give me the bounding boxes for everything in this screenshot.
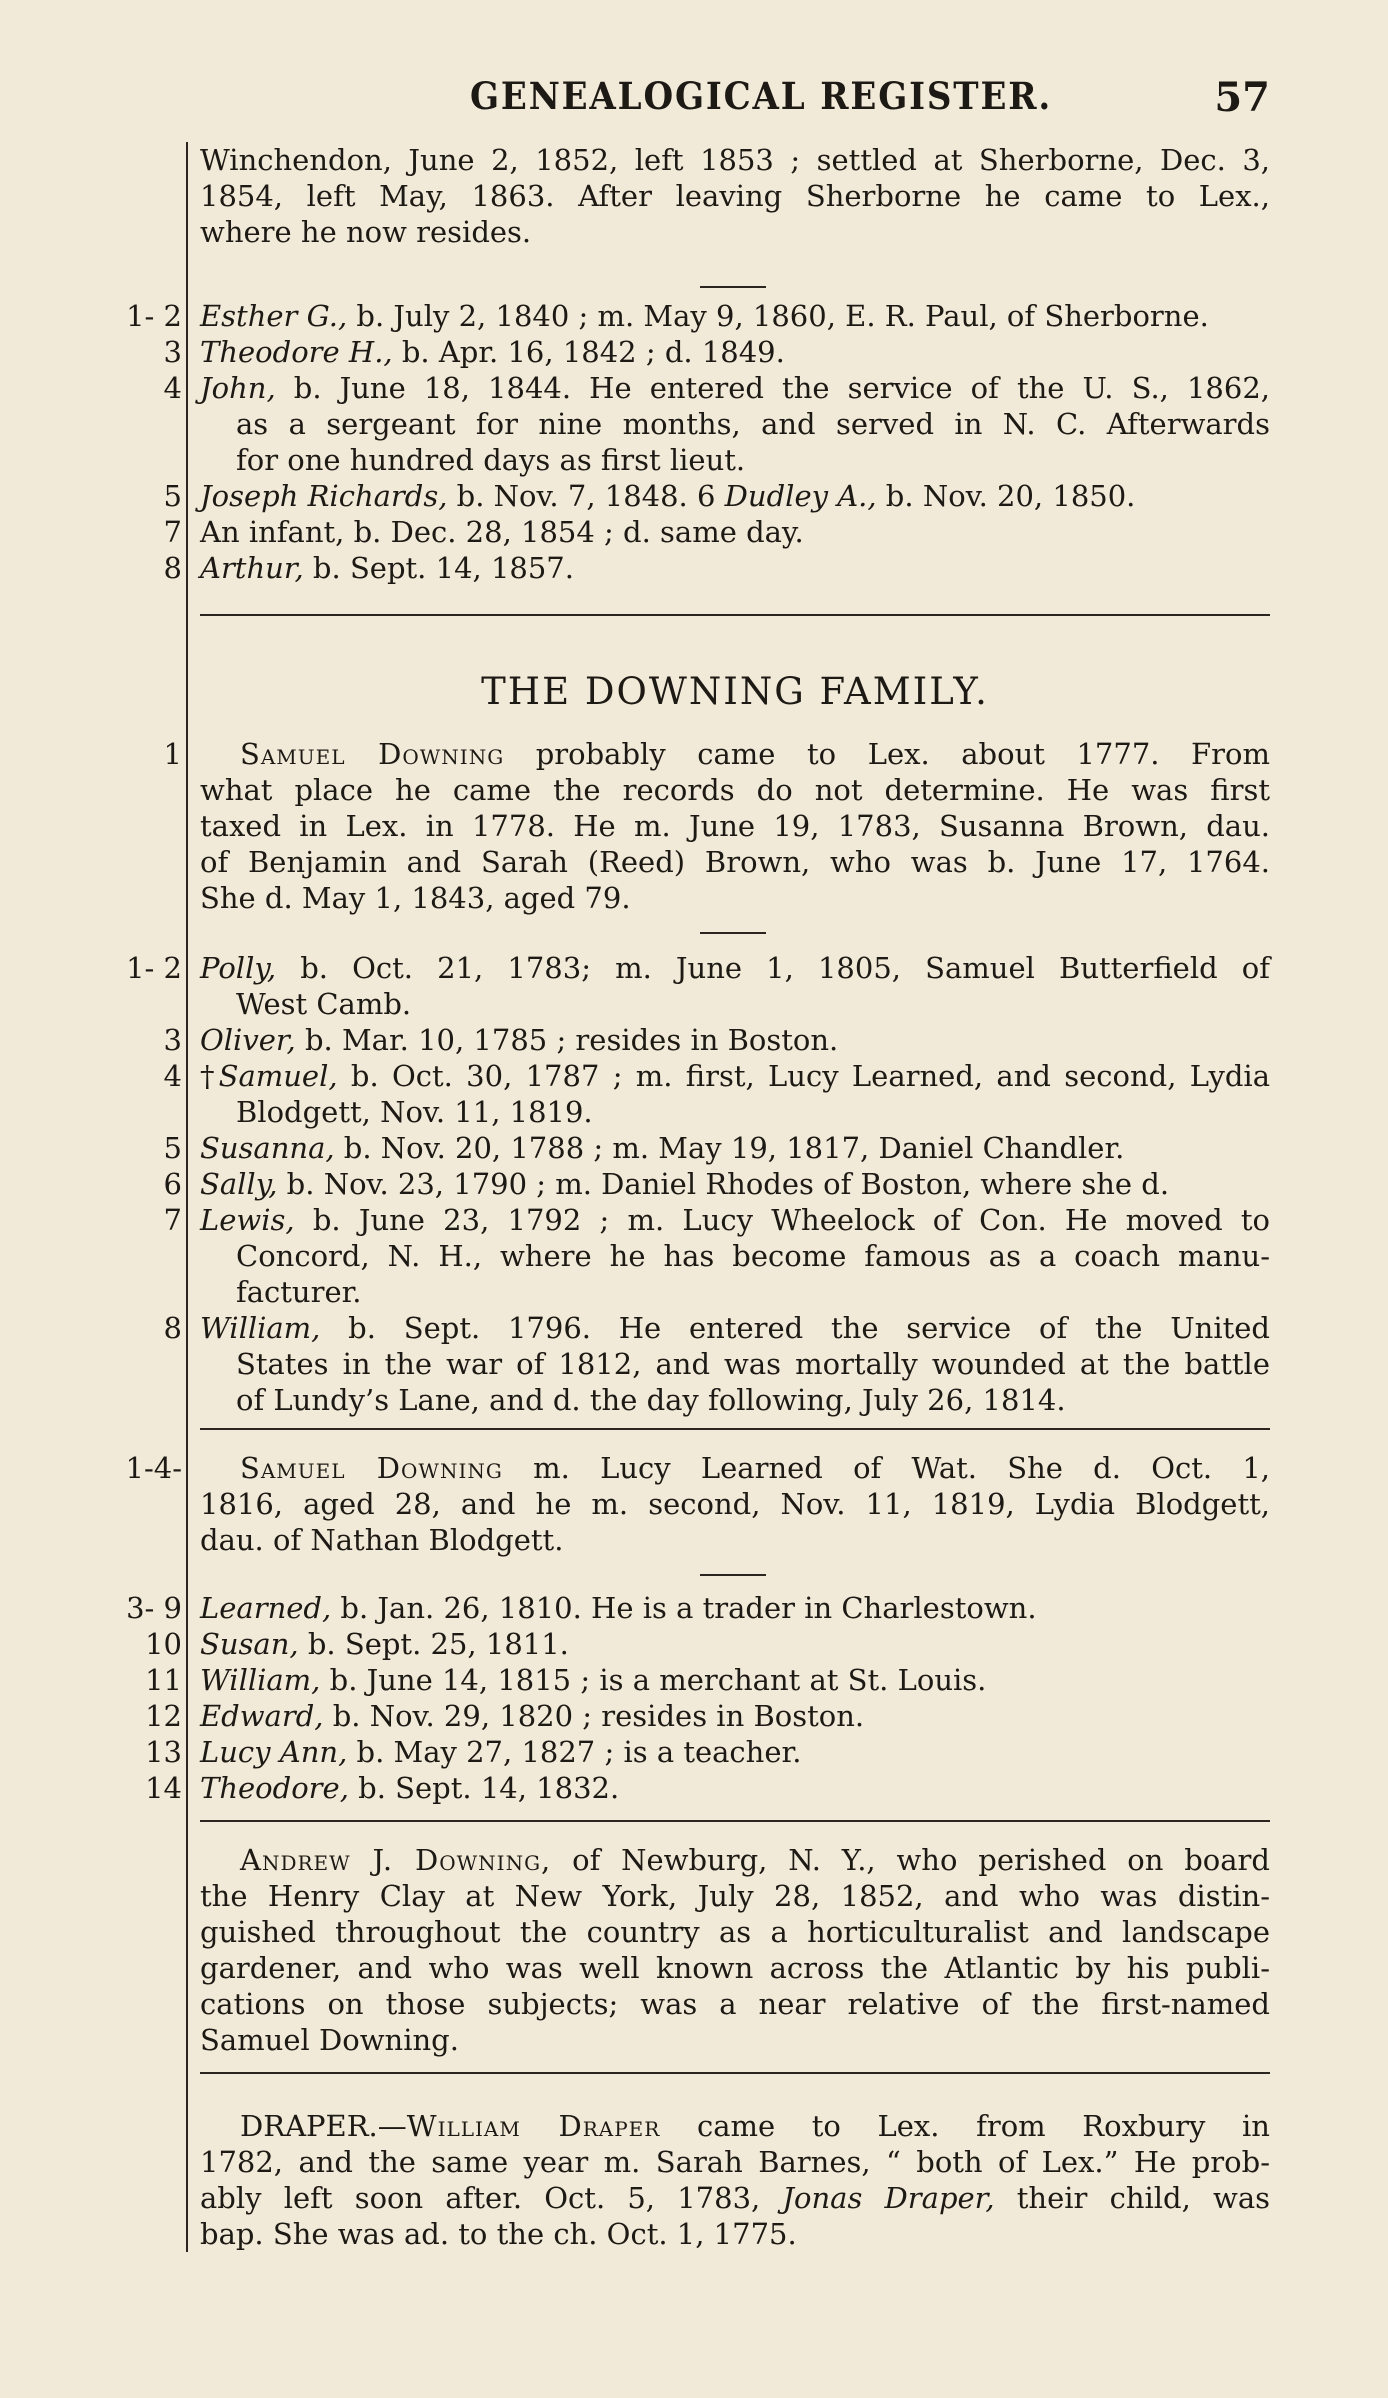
entry-text: b. June 18, 1844. He entered the service of the U. S., 1862, (275, 371, 1270, 405)
person-name: Lewis, (200, 1203, 295, 1237)
entry-text: b. Apr. 16, 1842 ; d. 1849. (392, 335, 785, 369)
entry-text: b. Oct. 30, 1787 ; m. first, Lucy Learned, and second, Lydia (337, 1059, 1270, 1093)
entry-text: b. May 27, 1827 ; is a teacher. (347, 1735, 802, 1769)
entry-text: b. June 14, 1815 ; is a merchant at St. Louis. (320, 1663, 987, 1697)
entry-learned (200, 1590, 1270, 1626)
entry-text: b. Nov. 20, 1850. (876, 479, 1136, 513)
person-name: Susan, (200, 1627, 299, 1661)
text-line: gardener, and who was well known across the Atlantic by his publi- (200, 1951, 1270, 1985)
entry-lewis (200, 1202, 1270, 1238)
text-line: She d. May 1, 1843, aged 79. (200, 881, 631, 915)
entry-text: b. Sept. 14, 1857. (303, 551, 574, 585)
entry-text: b. Oct. 21, 1783; m. June 1, 1805, Samuel Butterfield of (276, 951, 1270, 985)
entry-theodore-2 (200, 1770, 1270, 1806)
text-line (240, 2108, 1270, 2144)
text-line: West Camb. (236, 987, 412, 1021)
entry-text: b. July 2, 1840 ; m. May 9, 1860, E. R. Paul, of Sherborne. (347, 299, 1209, 333)
entry-text: b. Sept. 25, 1811. (298, 1627, 569, 1661)
entry-samuel (200, 1058, 1270, 1094)
running-title: GENEALOGICAL REGISTER. (470, 74, 1053, 118)
entry-text: probably came to Lex. about 1777. From (504, 737, 1270, 771)
text-line: of Lundy’s Lane, and d. the day following, July 26, 1814. (236, 1383, 1066, 1417)
section-divider (700, 932, 766, 934)
text-line: for one hundred days as first lieut. (236, 443, 746, 477)
entry-susan (200, 1626, 1270, 1662)
text-line: as a sergeant for nine months, and served in N. C. Afterwards (236, 407, 1270, 441)
text-line (240, 1842, 1270, 1878)
section-rule (200, 1820, 1270, 1822)
genealogy-number: 6 (163, 1167, 182, 1201)
entry-text: b. Sept. 1796. He entered the service of the United (320, 1311, 1270, 1345)
person-name: Edward, (200, 1699, 324, 1733)
entry-theodore (200, 334, 1270, 370)
section-divider (700, 286, 766, 288)
text-line: what place he came the records do not determine. He was first (200, 773, 1270, 807)
person-name: Theodore H., (200, 335, 393, 369)
genealogy-number: 12 (145, 1699, 182, 1733)
entry-edward (200, 1698, 1270, 1734)
entry-text: b. June 23, 1792 ; m. Lucy Wheelock of Con. He moved to (294, 1203, 1270, 1237)
text-line: 1854, left May, 1863. After leaving Sherborne he came to Lex., (200, 179, 1270, 213)
person-name: Andrew J. Downing, (240, 1843, 552, 1877)
genealogy-number: 5 (163, 1131, 182, 1165)
entry-text: b. Mar. 10, 1785 ; resides in Boston. (295, 1023, 839, 1057)
person-name: William, (200, 1311, 321, 1345)
person-name: Esther G., (200, 299, 348, 333)
entry-esther (200, 298, 1270, 334)
genealogy-number: 7 (163, 1203, 182, 1237)
text-line: bap. She was ad. to the ch. Oct. 1, 1775. (200, 2217, 797, 2251)
entry-susanna (200, 1130, 1270, 1166)
genealogy-number: 4 (163, 371, 182, 405)
entry-text: b. Nov. 23, 1790 ; m. Daniel Rhodes of Boston, where she d. (277, 1167, 1170, 1201)
text-line: facturer. (236, 1275, 362, 1309)
entry-text: b. Jan. 26, 1810. He is a trader in Charlestown. (331, 1591, 1037, 1625)
person-name: Samuel, (218, 1059, 338, 1093)
person-name: Samuel Downing (240, 1451, 503, 1485)
person-name: Samuel Downing (240, 737, 505, 771)
person-name: John, (200, 371, 276, 405)
entry-infant: An infant, b. Dec. 28, 1854 ; d. same day. (200, 515, 804, 549)
genealogy-number: 8 (163, 1311, 182, 1345)
entry-text: b. Nov. 29, 1820 ; resides in Boston. (323, 1699, 865, 1733)
entry-text: b. Nov. 20, 1788 ; m. May 19, 1817, Daniel Chandler. (334, 1131, 1125, 1165)
genealogy-number: 3 (163, 1023, 182, 1057)
text-line (200, 2180, 1270, 2216)
text-line: States in the war of 1812, and was mortally wounded at the battle (236, 1347, 1270, 1381)
person-name: Polly, (200, 951, 277, 985)
person-name: William, (200, 1663, 321, 1697)
text-line: dau. of Nathan Blodgett. (200, 1523, 564, 1557)
person-name: Sally, (200, 1167, 278, 1201)
entry-john (200, 370, 1270, 406)
text-line: taxed in Lex. in 1778. He m. June 19, 1783, Susanna Brown, dau. (200, 809, 1270, 843)
entry-text: b. Nov. 7, 1848. 6 (447, 479, 725, 513)
person-name: Joseph Richards, (200, 479, 448, 513)
entry-william-2 (200, 1662, 1270, 1698)
entry-text: of Newburg, N. Y., who perished on board (551, 1843, 1270, 1877)
entry-text: m. Lucy Learned of Wat. She d. Oct. 1, (502, 1451, 1271, 1485)
text-line: 1782, and the same year m. Sarah Barnes, “ both of Lex.” He prob- (200, 2145, 1270, 2179)
entry-text: came to Lex. from Roxbury in (660, 2109, 1270, 2143)
person-name: Learned, (200, 1591, 332, 1625)
text-line: cations on those subjects; was a near relative of the first-named (200, 1987, 1270, 2021)
entry-lucy-ann (200, 1734, 1270, 1770)
genealogy-number: 7 (163, 515, 182, 549)
text-line: guished throughout the country as a horticulturalist and landscape (200, 1915, 1270, 1949)
person-name: Arthur, (200, 551, 304, 585)
margin-rule (186, 142, 188, 2252)
entry-text: ably left soon after. Oct. 5, 1783, (200, 2181, 783, 2215)
text-line: Concord, N. H., where he has become famous as a coach manu- (236, 1239, 1270, 1273)
text-line: of Benjamin and Sarah (Reed) Brown, who was b. June 17, 1764. (200, 845, 1270, 879)
person-name: Lucy Ann, (200, 1735, 348, 1769)
genealogy-number: 1- 2 (126, 299, 182, 333)
text-line (240, 1450, 1270, 1486)
genealogy-number: 11 (145, 1663, 182, 1697)
section-divider (700, 1574, 766, 1576)
genealogy-number: 3- 9 (126, 1591, 182, 1625)
text-line: the Henry Clay at New York, July 28, 1852, and who was distin- (200, 1879, 1270, 1913)
person-name: William Draper (406, 2109, 661, 2143)
entry-arthur (200, 550, 1270, 586)
genealogy-number: 10 (145, 1627, 182, 1661)
genealogy-number: 1 (163, 737, 182, 771)
person-name: Oliver, (200, 1023, 296, 1057)
section-rule (200, 614, 1270, 616)
text-line (240, 736, 1270, 772)
person-name: Dudley A., (724, 479, 877, 513)
genealogy-number: 4 (163, 1059, 182, 1093)
genealogy-number: 3 (163, 335, 182, 369)
text-line: Samuel Downing. (200, 2023, 459, 2057)
text-line: Winchendon, June 2, 1852, left 1853 ; settled at Sherborne, Dec. 3, (200, 143, 1270, 177)
genealogy-number: 5 (163, 479, 182, 513)
entry-sally (200, 1166, 1270, 1202)
entry-text: b. Sept. 14, 1832. (348, 1771, 620, 1805)
genealogy-number: 13 (145, 1735, 182, 1769)
person-name: Theodore, (200, 1771, 349, 1805)
genealogy-number: 8 (163, 551, 182, 585)
family-heading: THE DOWNING FAMILY. (481, 670, 989, 713)
person-name: Jonas Draper, (782, 2181, 995, 2215)
page-number: 57 (1214, 74, 1270, 121)
person-name: Susanna, (200, 1131, 335, 1165)
genealogy-number: 1-4- (125, 1451, 182, 1485)
section-rule (200, 2072, 1270, 2074)
surname-lead: DRAPER.— (240, 2109, 407, 2143)
entry-text: their child, was (994, 2181, 1271, 2215)
genealogy-number: 1- 2 (126, 951, 182, 985)
entry-william (200, 1310, 1270, 1346)
entry-polly (200, 950, 1270, 986)
entry-joseph-dudley (200, 478, 1270, 514)
text-line: Blodgett, Nov. 11, 1819. (236, 1095, 593, 1129)
genealogy-number: 14 (145, 1771, 182, 1805)
text-line: 1816, aged 28, and he m. second, Nov. 11, 1819, Lydia Blodgett, (200, 1487, 1270, 1521)
running-head (470, 74, 1270, 124)
text-line: where he now resides. (200, 215, 532, 249)
entry-oliver (200, 1022, 1270, 1058)
dagger-mark: † (200, 1059, 219, 1093)
section-rule (200, 1428, 1270, 1430)
